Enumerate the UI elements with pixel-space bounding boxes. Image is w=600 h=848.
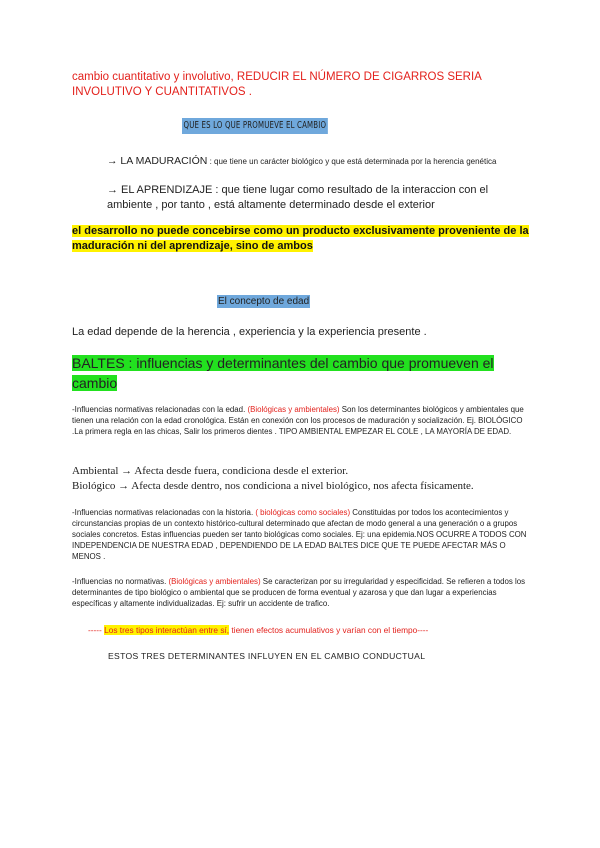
maduracion-item [107,156,537,167]
ambiental-biologico-block [72,464,542,494]
normativas-edad-tag: (Biológicas y ambientales) [247,405,340,414]
intro-paragraph: cambio cuantitativo y involutivo, REDUCIR EL NÚMERO DE CIGARROS SERIA INVOLUTIVO Y CUANTITATIVOS . [72,71,482,98]
normativas-historia-lead: -Influencias normativas relacionadas con la historia. [72,508,256,517]
no-normativas-paragraph [72,576,532,609]
section-heading-edad: El concepto de edad [218,296,310,307]
normativas-edad-rest: Son los determinantes biológicos y ambientales que tienen una relación con la edad cronológica. Están en conexión con los procesos de maduración y socialización. Ej. BIOLÓGICO .La primera regla en las chicas, Salir los primeros dientes . TIPO AMBIENTAL EMPEZAR EL COLE , LA MAYORÍA DE EDAD. [72,405,524,436]
section-heading-promueve: QUE ES LO QUE PROMUEVE EL CAMBIO [182,118,328,134]
ambiental-line: Ambiental → Afecta desde fuera, condiciona desde el exterior. [72,465,349,477]
interactuan-prefix: ----- [88,625,105,635]
normativas-edad-paragraph [72,404,532,437]
interactuan-highlight: Los tres tipos interactúan entre sí, [104,625,230,635]
baltes-heading-text: BALTES : influencias y determinantes del cambio que promueven el cambio [72,355,494,391]
final-statement: ESTOS TRES DETERMINANTES INFLUYEN EN EL CAMBIO CONDUCTUAL [108,651,426,661]
normativas-historia-paragraph [72,507,532,562]
maduracion-label: → LA MADURACIÓN [107,155,208,167]
interactuan-suffix: tienen efectos acumulativos y varían con el tiempo---- [229,625,429,635]
no-normativas-lead: -Influencias no normativas. [72,577,169,586]
normativas-historia-tag: ( biológicas como sociales) [255,508,351,517]
interactuan-line [88,624,538,636]
conclusion-text: el desarrollo no puede concebirse como un producto exclusivamente proveniente de la maduración ni del aprendizaje, sino de ambos [72,225,529,252]
edad-paragraph: La edad depende de la herencia , experiencia y la experiencia presente . [72,326,427,338]
biologico-line: Biológico → Afecta desde dentro, nos condiciona a nivel biológico, nos afecta físicamente. [72,480,474,492]
no-normativas-tag: (Biológicas y ambientales) [168,577,261,586]
baltes-heading [72,353,512,393]
normativas-edad-lead: -Influencias normativas relacionadas con la edad. [72,405,248,414]
maduracion-text: : que tiene un carácter biológico y que está determinada por la herencia genética [207,157,497,166]
conclusion-highlight [72,224,532,254]
no-normativas-rest: Se caracterizan por su irregularidad y especificidad. Se refieren a todos los determinantes de tipo biológico o ambiental que se producen de forma eventual y azarosa y que dan lugar a experiencias específicas y altamente individualizadas. Ej: sufrir un accidente de trafico. [72,577,526,608]
normativas-historia-rest: Constituidas por todos los acontecimientos y circunstancias propias de un contexto histórico-cultural determinado que afectan de modo general a una generación o a grupos sociales concretos. Estas influencias pueden ser tanto biológicas como sociales. Ej: una epidemia.NOS OCURRE A TODOS CON INDEPENDENCIA DE NUESTRA EDAD , DEPENDIENDO DE LA EDAD BALTES DICE QUE TE PUEDE AFECTAR MÁS O MENOS . [72,508,527,561]
aprendizaje-item: → EL APRENDIZAJE : que tiene lugar como resultado de la interaccion con el ambiente , por tanto , está altamente determinado desde el exterior [107,184,489,211]
